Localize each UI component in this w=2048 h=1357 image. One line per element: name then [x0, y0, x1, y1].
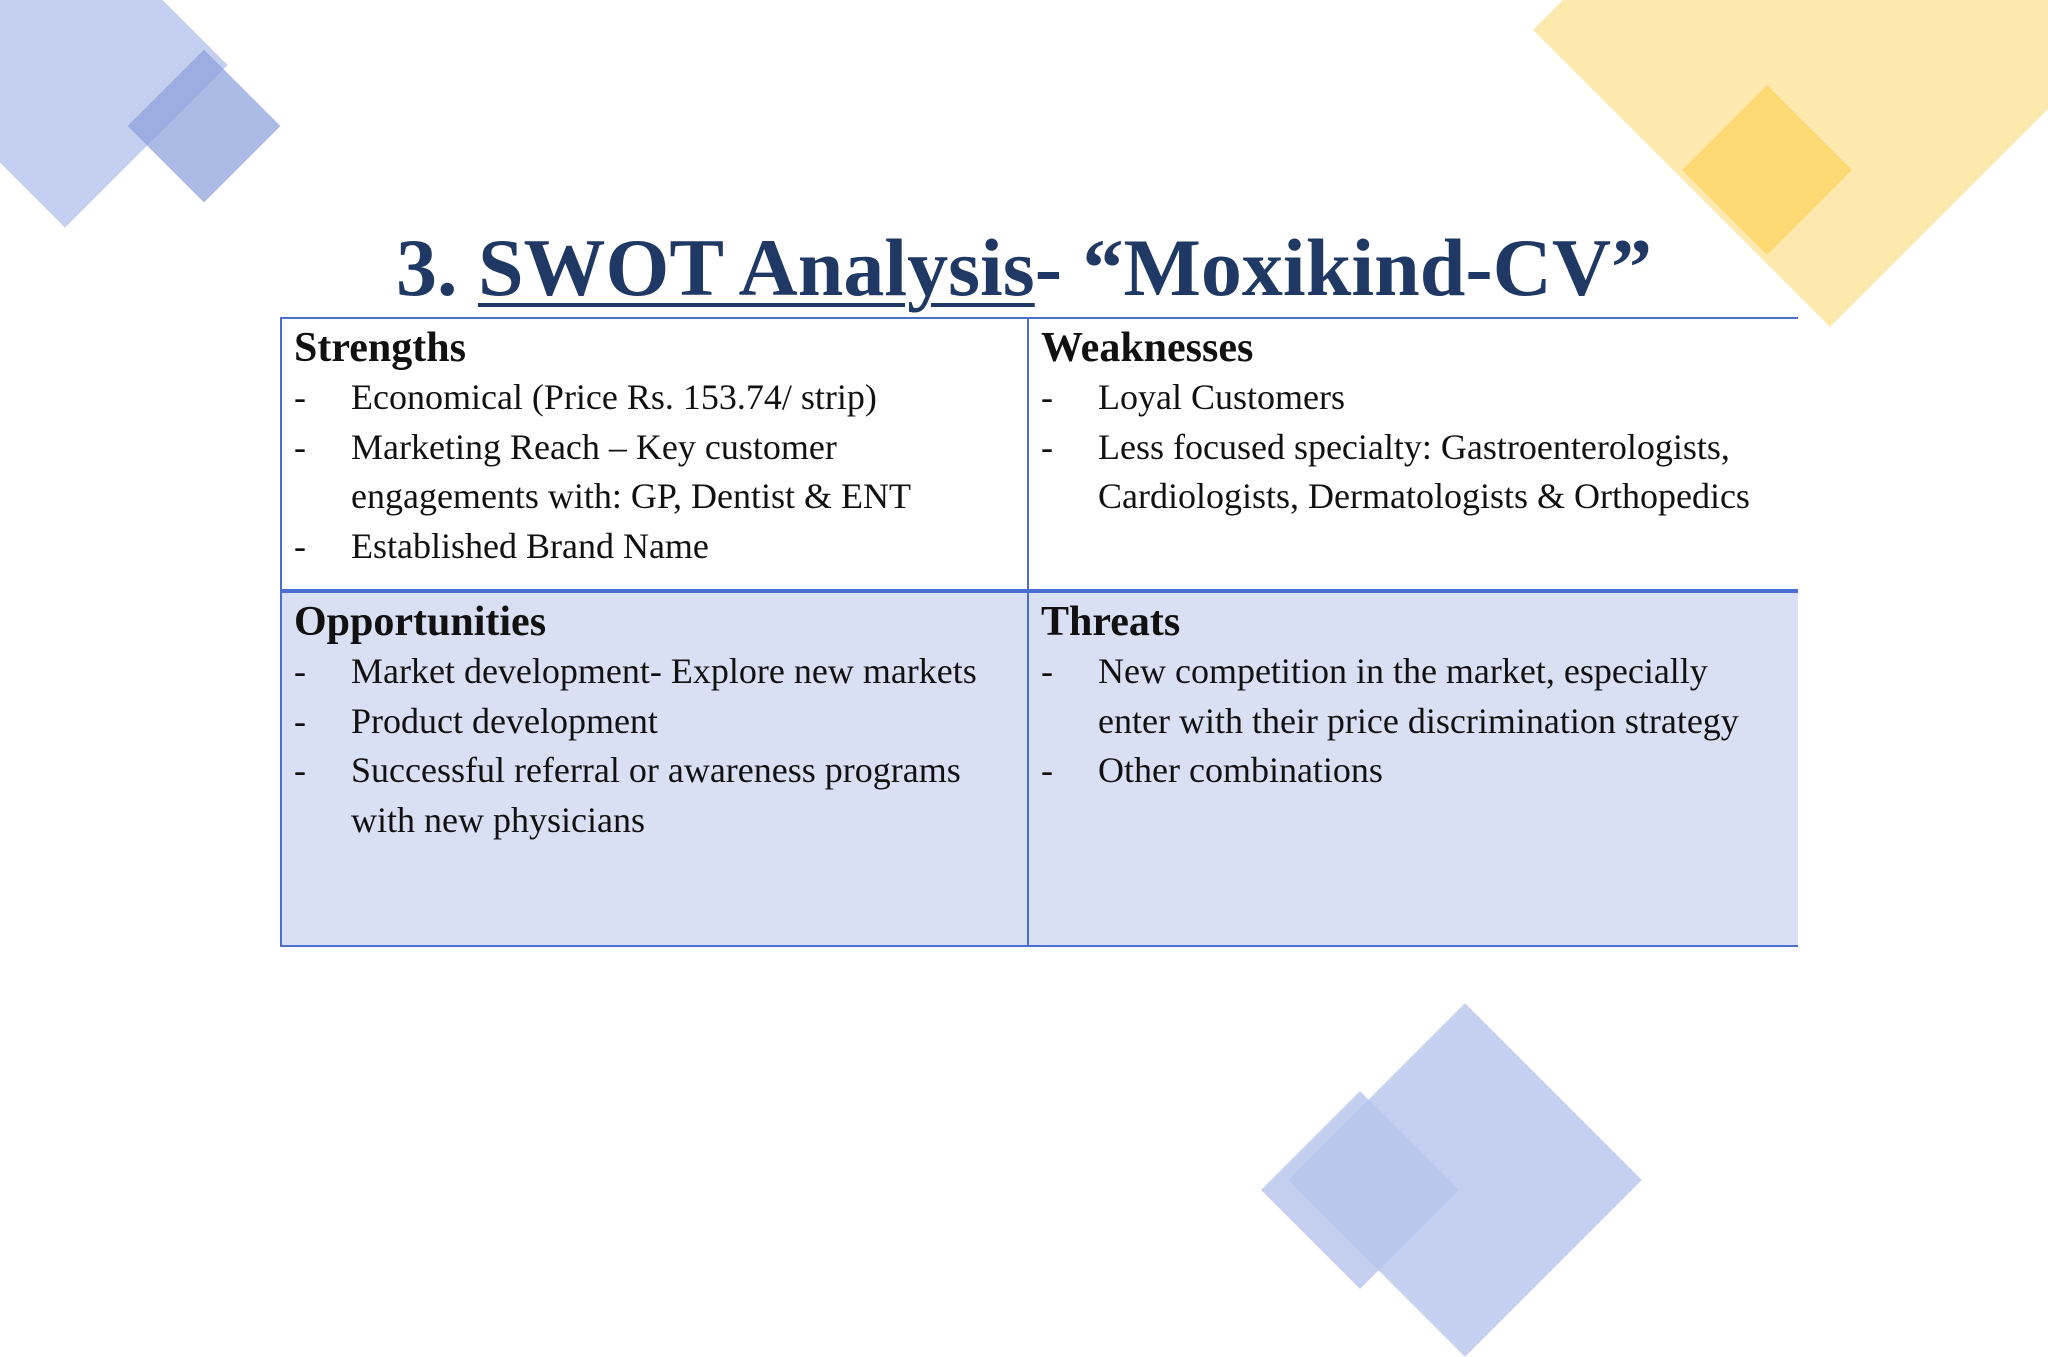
opportunities-list: [294, 647, 1015, 845]
swot-table: [280, 317, 1798, 947]
strengths-list: [294, 373, 1015, 571]
list-item: - Market development- Explore new markets: [294, 647, 1015, 697]
weaknesses-cell: [1029, 319, 1798, 593]
slide-title-underlined: SWOT Analysis: [477, 221, 1035, 313]
threats-cell: [1029, 593, 1798, 945]
list-item: - Product development: [294, 697, 1015, 747]
slide-title-prefix: 3.: [395, 221, 478, 313]
list-item: - Loyal Customers: [1041, 373, 1786, 423]
list-item: - Marketing Reach – Key customer engagements with: GP, Dentist & ENT: [294, 423, 1015, 522]
strengths-heading: Strengths: [294, 325, 466, 371]
list-item: - Less focused specialty: Gastroenterologists, Cardiologists, Dermatologists & Orthopedics: [1041, 423, 1786, 522]
opportunities-cell: [282, 593, 1029, 945]
list-item: - Established Brand Name: [294, 522, 1015, 572]
list-item: - Economical (Price Rs. 153.74/ strip): [294, 373, 1015, 423]
list-item: - Other combinations: [1041, 746, 1786, 796]
threats-heading: Threats: [1041, 599, 1181, 645]
list-item: - New competition in the market, especially enter with their price discrimination strategy: [1041, 647, 1786, 746]
list-item: - Successful referral or awareness programs with new physicians: [294, 746, 1015, 845]
weaknesses-heading: Weaknesses: [1041, 325, 1254, 371]
strengths-cell: [282, 319, 1029, 593]
threats-list: [1041, 647, 1786, 796]
slide-title: [0, 221, 2048, 313]
opportunities-heading: Opportunities: [294, 599, 547, 645]
weaknesses-list: [1041, 373, 1786, 522]
slide-title-suffix: - “Moxikind-CV”: [1034, 221, 1653, 313]
